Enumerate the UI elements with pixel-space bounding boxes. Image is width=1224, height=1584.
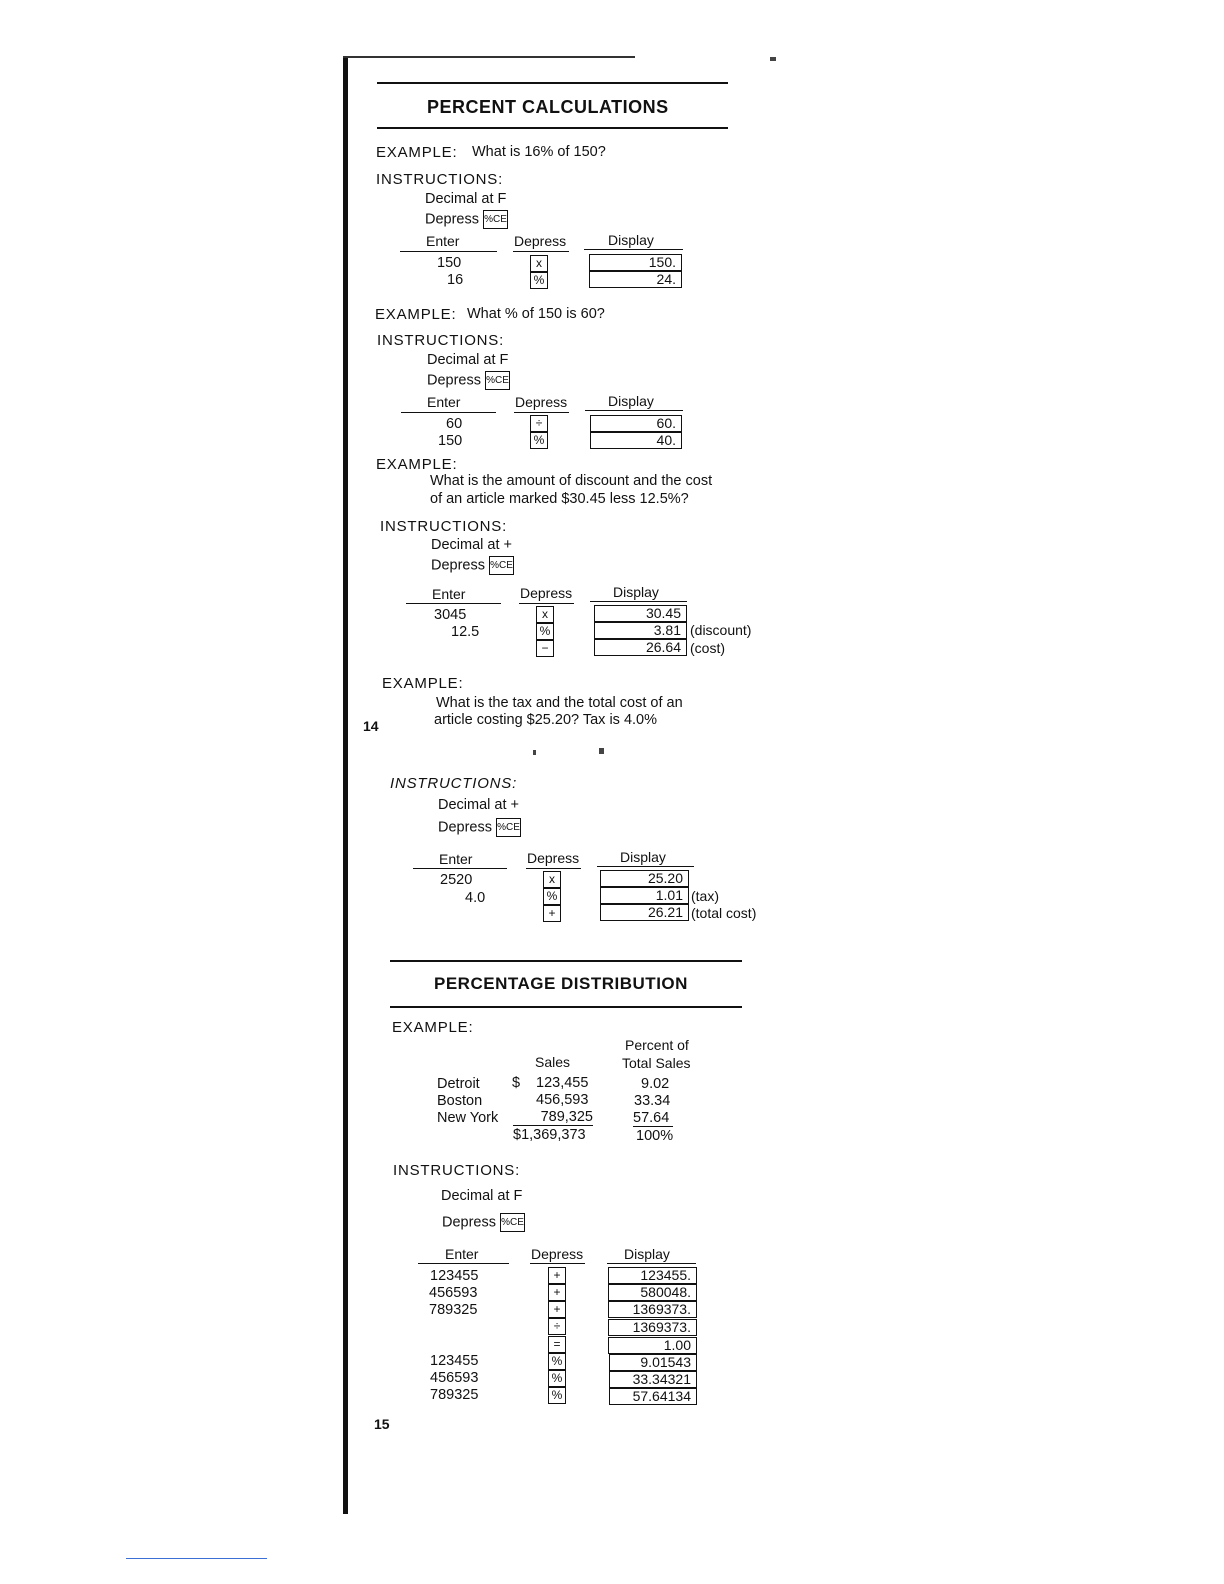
- percent-key-icon: %: [543, 888, 561, 905]
- display-readout: 580048.: [608, 1284, 697, 1301]
- display-readout: 57.64134: [609, 1388, 697, 1405]
- display-readout: 40.: [590, 432, 682, 449]
- col-display: Display: [608, 232, 654, 248]
- depress-instruction: [438, 818, 521, 837]
- example-label: EXAMPLE:: [375, 306, 457, 323]
- percent-ce-key-icon: %CE: [500, 1213, 525, 1232]
- col-display: Display: [624, 1246, 670, 1262]
- header-underline: [526, 868, 581, 869]
- depress-text: Depress: [438, 819, 492, 836]
- header-underline: [418, 1263, 509, 1264]
- display-readout: 1369373.: [608, 1319, 697, 1336]
- plus-key-icon: +: [548, 1284, 566, 1301]
- decimal-setting: Decimal at F: [425, 191, 507, 207]
- col-enter: Enter: [445, 1246, 479, 1262]
- display-readout: 3.81: [594, 622, 687, 639]
- percent-ce-key-icon: %CE: [483, 210, 508, 229]
- enter-value: 150: [437, 255, 462, 271]
- display-readout: 24.: [589, 271, 682, 288]
- col-depress: Depress: [514, 233, 567, 249]
- enter-value: 12.5: [451, 624, 480, 640]
- decimal-setting: Decimal at F: [441, 1188, 523, 1204]
- col-sales: Sales: [535, 1054, 571, 1070]
- col-depress: Depress: [531, 1246, 584, 1262]
- col-percent-line2: Total Sales: [622, 1055, 691, 1071]
- depress-instruction: [431, 556, 514, 575]
- header-underline: [530, 1263, 585, 1264]
- percent-key-icon: %: [548, 1353, 566, 1370]
- col-display: Display: [608, 393, 654, 409]
- section-title: PERCENTAGE DISTRIBUTION: [434, 974, 688, 993]
- page-number: 15: [374, 1416, 390, 1432]
- currency-symbol: $: [512, 1075, 521, 1091]
- title-rule-bottom: [390, 1006, 742, 1008]
- col-enter: Enter: [426, 233, 460, 249]
- percent-total: 100%: [636, 1128, 674, 1144]
- instructions-label: INSTRUCTIONS:: [380, 518, 508, 535]
- display-readout: 1.00: [608, 1337, 697, 1354]
- example-question-line1: What is the tax and the total cost of an: [436, 695, 683, 711]
- display-note: (discount): [690, 622, 752, 638]
- enter-value: 3045: [434, 607, 467, 623]
- depress-instruction: [425, 210, 508, 229]
- display-readout: 9.01543: [609, 1354, 697, 1371]
- col-depress: Depress: [515, 394, 568, 410]
- percent-value: 57.64: [633, 1110, 673, 1127]
- col-depress: Depress: [520, 585, 573, 601]
- col-percent-line1: Percent of: [625, 1037, 689, 1053]
- multiply-key-icon: x: [543, 871, 561, 888]
- example-question-line2: of an article marked $30.45 less 12.5%?: [430, 491, 689, 507]
- enter-value: 123455: [430, 1268, 479, 1284]
- percent-key-icon: %: [530, 432, 548, 449]
- depress-instruction: [427, 371, 510, 390]
- decimal-setting: Decimal at +: [431, 537, 512, 553]
- enter-value: 123455: [430, 1353, 479, 1369]
- instructions-label: INSTRUCTIONS:: [393, 1162, 521, 1179]
- sales-value: 456,593: [536, 1092, 589, 1108]
- title-rule-top: [390, 960, 742, 962]
- scan-speck: [533, 750, 536, 755]
- equals-key-icon: =: [548, 1336, 566, 1353]
- enter-value: 2520: [440, 872, 473, 888]
- example-question-line2: article costing $25.20? Tax is 4.0%: [434, 712, 658, 728]
- city-name: Detroit: [437, 1076, 480, 1092]
- header-underline: [585, 410, 683, 411]
- col-display: Display: [613, 584, 659, 600]
- display-readout: 26.64: [594, 639, 687, 656]
- header-underline: [519, 603, 574, 604]
- percent-value: 9.02: [641, 1076, 670, 1092]
- percent-key-icon: %: [530, 272, 548, 289]
- example-label: EXAMPLE:: [382, 675, 464, 692]
- link-underline: [126, 1558, 267, 1559]
- enter-value: 789325: [429, 1302, 478, 1318]
- page-binding-edge: [343, 56, 348, 1514]
- sales-value: 789,325: [513, 1109, 593, 1126]
- example-question-line1: What is the amount of discount and the cost: [430, 473, 713, 489]
- percent-key-icon: %: [548, 1387, 566, 1404]
- display-readout: 25.20: [600, 870, 689, 887]
- title-rule-bottom: [377, 127, 728, 129]
- section-title: PERCENT CALCULATIONS: [427, 97, 669, 117]
- example-question: What % of 150 is 60?: [467, 306, 605, 322]
- enter-value: 789325: [430, 1387, 479, 1403]
- enter-value: 60: [446, 416, 463, 432]
- header-underline: [590, 601, 687, 602]
- display-readout: 150.: [589, 254, 682, 271]
- header-underline: [607, 1263, 696, 1264]
- depress-text: Depress: [425, 211, 479, 228]
- multiply-key-icon: x: [530, 255, 548, 272]
- enter-value: 150: [438, 433, 463, 449]
- page-number: 14: [363, 718, 379, 734]
- depress-text: Depress: [427, 372, 481, 389]
- decimal-setting: Decimal at F: [427, 352, 509, 368]
- col-enter: Enter: [439, 851, 473, 867]
- enter-value: 456593: [430, 1370, 479, 1386]
- instructions-label: INSTRUCTIONS:: [390, 775, 518, 792]
- divide-key-icon: ÷: [548, 1318, 566, 1335]
- display-readout: 60.: [590, 415, 682, 432]
- display-readout: 123455.: [608, 1267, 697, 1284]
- header-underline: [413, 868, 507, 869]
- percent-ce-key-icon: %CE: [485, 371, 510, 390]
- display-readout: 33.34321: [609, 1371, 697, 1388]
- enter-value: 16: [447, 272, 464, 288]
- depress-text: Depress: [442, 1214, 496, 1231]
- display-note: (cost): [690, 640, 725, 656]
- city-name: Boston: [437, 1093, 483, 1109]
- header-underline: [514, 412, 569, 413]
- depress-text: Depress: [431, 557, 485, 574]
- col-enter: Enter: [432, 586, 466, 602]
- divide-key-icon: ÷: [530, 415, 548, 432]
- city-name: New York: [437, 1110, 499, 1126]
- sales-value: 123,455: [536, 1075, 589, 1091]
- display-note: (total cost): [691, 905, 757, 921]
- display-readout: 1369373.: [608, 1301, 697, 1318]
- percent-key-icon: %: [536, 623, 554, 640]
- percent-value: 33.34: [634, 1093, 671, 1109]
- page-top-edge: [343, 56, 635, 58]
- scan-speck: [770, 57, 776, 61]
- display-readout: 26.21: [600, 904, 689, 921]
- percent-key-icon: %: [548, 1370, 566, 1387]
- plus-key-icon: +: [548, 1301, 566, 1318]
- multiply-key-icon: x: [536, 606, 554, 623]
- percent-ce-key-icon: %CE: [496, 818, 521, 837]
- example-label: EXAMPLE:: [392, 1019, 474, 1036]
- col-display: Display: [620, 849, 666, 865]
- col-depress: Depress: [527, 850, 580, 866]
- header-underline: [401, 412, 496, 413]
- example-question: What is 16% of 150?: [472, 144, 606, 160]
- scan-speck: [599, 748, 604, 754]
- header-underline: [406, 603, 501, 604]
- plus-key-icon: +: [543, 905, 561, 922]
- example-label: EXAMPLE:: [376, 456, 458, 473]
- minus-key-icon: −: [536, 640, 554, 657]
- enter-value: 4.0: [465, 890, 486, 906]
- header-underline: [597, 866, 694, 867]
- percent-ce-key-icon: %CE: [489, 556, 514, 575]
- plus-key-icon: +: [548, 1267, 566, 1284]
- display-note: (tax): [691, 888, 719, 904]
- header-underline: [513, 251, 569, 252]
- sales-total: $1,369,373: [513, 1127, 586, 1143]
- instructions-label: INSTRUCTIONS:: [377, 332, 505, 349]
- enter-value: 456593: [429, 1285, 478, 1301]
- title-rule-top: [377, 82, 728, 84]
- display-readout: 30.45: [594, 605, 687, 622]
- display-readout: 1.01: [600, 887, 689, 904]
- example-label: EXAMPLE:: [376, 144, 458, 161]
- header-underline: [584, 249, 683, 250]
- header-underline: [400, 251, 497, 252]
- depress-instruction: [442, 1213, 525, 1232]
- decimal-setting: Decimal at +: [438, 797, 519, 813]
- col-enter: Enter: [427, 394, 461, 410]
- instructions-label: INSTRUCTIONS:: [376, 171, 504, 188]
